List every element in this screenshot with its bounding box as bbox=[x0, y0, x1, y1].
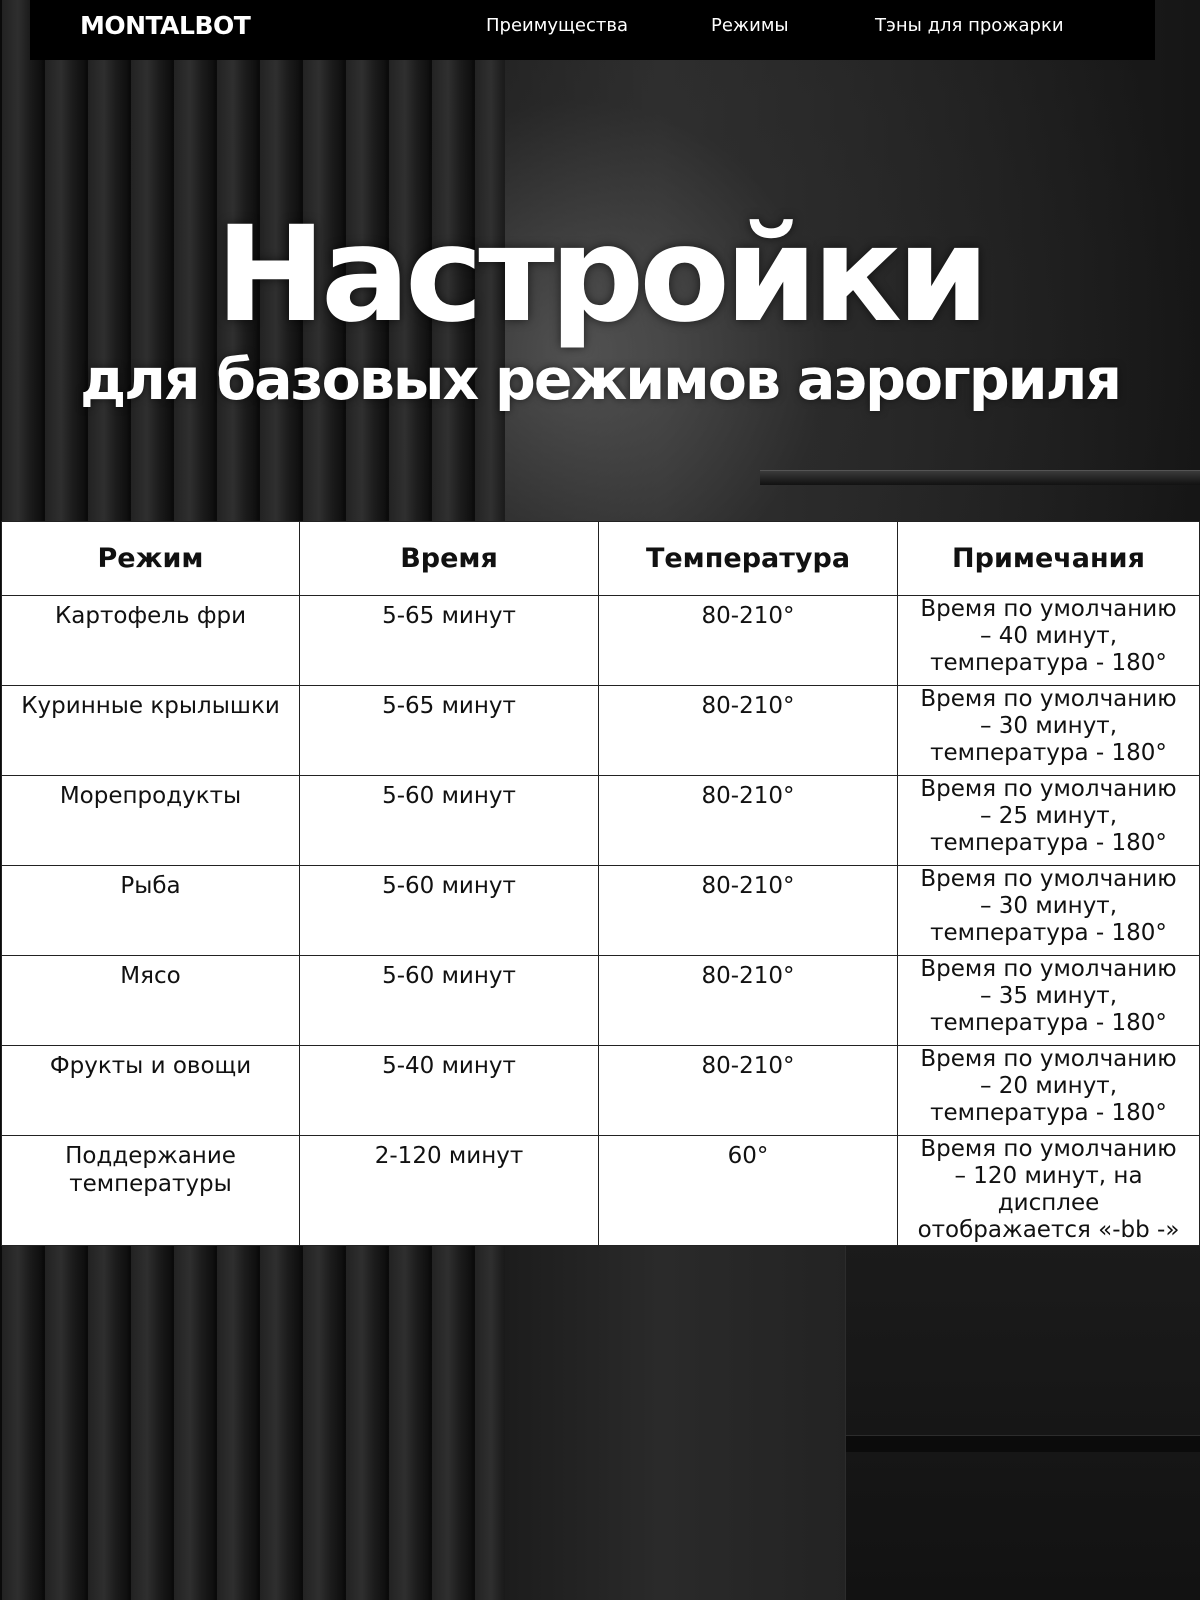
table-row bbox=[2, 776, 1200, 866]
table-row bbox=[2, 596, 1200, 686]
mode-cell: Рыба bbox=[2, 866, 300, 956]
shelf-background bbox=[760, 470, 1200, 485]
temperature-cell: 80-210° bbox=[599, 776, 898, 866]
note-cell: Время по умолчанию – 30 минут, температура - 180° bbox=[898, 686, 1200, 776]
column-header-temperature: Температура bbox=[599, 522, 898, 596]
note-cell: Время по умолчанию – 20 минут, температура - 180° bbox=[898, 1046, 1200, 1136]
time-cell: 5-60 минут bbox=[300, 866, 599, 956]
temperature-cell: 80-210° bbox=[599, 686, 898, 776]
temperature-cell: 80-210° bbox=[599, 596, 898, 686]
time-cell: 5-40 минут bbox=[300, 1046, 599, 1136]
table-row bbox=[2, 866, 1200, 956]
note-cell: Время по умолчанию – 40 минут, температура - 180° bbox=[898, 596, 1200, 686]
cabinet-background bbox=[845, 1240, 1200, 1600]
time-cell: 5-60 минут bbox=[300, 776, 599, 866]
page-subtitle: для базовых режимов аэрогриля bbox=[80, 347, 1120, 413]
page-title: Настройки bbox=[215, 198, 985, 352]
time-cell: 2-120 минут bbox=[300, 1136, 599, 1246]
column-header-time: Время bbox=[300, 522, 599, 596]
mode-cell: Морепродукты bbox=[2, 776, 300, 866]
temperature-cell: 60° bbox=[599, 1136, 898, 1246]
table-header-row bbox=[2, 522, 1200, 596]
nav-modes-link[interactable]: Режимы bbox=[711, 15, 789, 36]
mode-cell: Фрукты и овощи bbox=[2, 1046, 300, 1136]
note-cell: Время по умолчанию – 30 минут, температура - 180° bbox=[898, 866, 1200, 956]
table-row bbox=[2, 1136, 1200, 1246]
note-cell: Время по умолчанию – 35 минут, температура - 180° bbox=[898, 956, 1200, 1046]
brand-logo[interactable]: MONTALBOT bbox=[80, 11, 251, 40]
time-cell: 5-65 минут bbox=[300, 596, 599, 686]
note-cell: Время по умолчанию – 25 минут, температура - 180° bbox=[898, 776, 1200, 866]
temperature-cell: 80-210° bbox=[599, 1046, 898, 1136]
hero-section bbox=[0, 200, 1200, 414]
column-header-notes: Примечания bbox=[898, 522, 1200, 596]
note-cell: Время по умолчанию – 120 минут, на дисплее отображается «-bb -» bbox=[898, 1136, 1200, 1246]
top-navigation-bar bbox=[30, 0, 1155, 60]
mode-cell: Куринные крылышки bbox=[2, 686, 300, 776]
air-fryer-modes-table bbox=[1, 521, 1200, 1246]
mode-cell: Картофель фри bbox=[2, 596, 300, 686]
table-row bbox=[2, 1046, 1200, 1136]
table-row bbox=[2, 686, 1200, 776]
nav-advantages-link[interactable]: Преимущества bbox=[486, 15, 629, 36]
temperature-cell: 80-210° bbox=[599, 956, 898, 1046]
column-header-mode: Режим bbox=[2, 522, 300, 596]
time-cell: 5-65 минут bbox=[300, 686, 599, 776]
mode-cell: Поддержание температуры bbox=[2, 1136, 300, 1246]
mode-cell: Мясо bbox=[2, 956, 300, 1046]
table-row bbox=[2, 956, 1200, 1046]
temperature-cell: 80-210° bbox=[599, 866, 898, 956]
nav-heating-elements-link[interactable]: Тэны для прожарки bbox=[875, 15, 1064, 36]
time-cell: 5-60 минут bbox=[300, 956, 599, 1046]
